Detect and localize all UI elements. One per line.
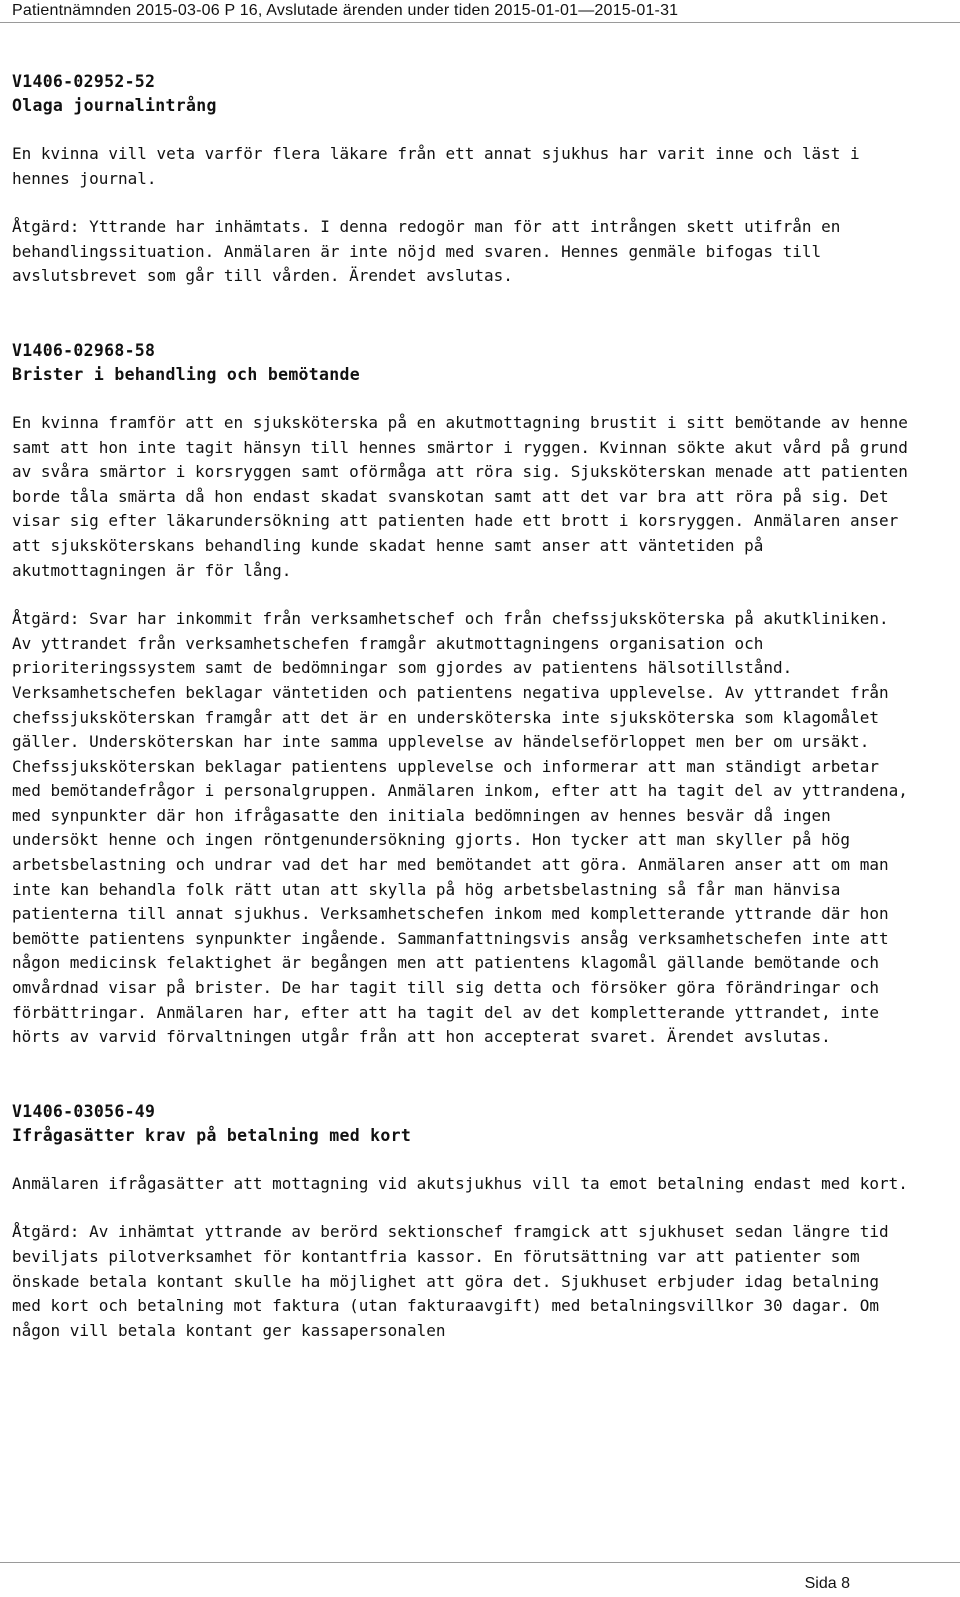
document-body — [12, 70, 912, 1393]
header-title: Patientnämnden 2015-03-06 P 16, Avslutade ärenden under tiden 2015-01-01—2015-01-31 — [12, 2, 679, 19]
case-description: Anmälaren ifrågasätter att mottagning vid akutsjukhus vill ta emot betalning endast med kort. — [12, 1173, 908, 1193]
case-description: En kvinna framför att en sjuksköterska på en akutmottagning brustit i sitt bemötande av henne samt att hon inte tagit hänsyn till hennes smärtor i ryggen. Kvinnan sökte akut vård på grund av svåra smärtor i korsryggen samt oförmåga att röra sig. Sjuksköterskan menade att patienten borde tåla smärta då hon endast skadat svanskotan samt att det var bra att röra på sig. Det visar sig efter läkarundersökning att patienten hade ett brott i korsryggen. Anmälaren anser att sjuksköterskans behandling kunde skadat henne samt anser att väntetiden på akutmottagningen är för lång. — [12, 412, 908, 580]
case-title: Brister i behandling och bemötande — [12, 364, 360, 384]
page-number: Sida 8 — [804, 1575, 850, 1592]
case-entry — [12, 70, 912, 289]
case-id: V1406-02952-52 — [12, 72, 156, 91]
footer-divider — [0, 1562, 960, 1563]
case-action: Åtgärd: Av inhämtat yttrande av berörd sektionschef framgick att sjukhuset sedan längre tid beviljats pilotverksamhet för kontantfria kassor. En förutsättning var att patienter som önskade betala kontant skulle ha möjlighet att göra det. Sjukhuset erbjuder idag betalning med kort och betalning mot faktura (utan fakturaavgift) med betalningsvillkor 30 dagar. Om någon vill betala kontant ger kassapersonalen — [12, 1222, 889, 1340]
case-entry — [12, 1100, 912, 1344]
case-entry — [12, 339, 912, 1050]
case-id: V1406-03056-49 — [12, 1101, 156, 1121]
case-action: Åtgärd: Yttrande har inhämtats. I denna redogör man för att intrången skett utifrån en behandlingssituation. Anmälaren är inte nöjd med svaren. Hennes genmäle bifogas till avslutsbrevet som går till vården. Ärendet avslutas. — [12, 217, 841, 286]
case-title: Olaga journalintrång — [12, 96, 217, 115]
case-id: V1406-02968-58 — [12, 340, 156, 360]
page-header — [0, 0, 960, 23]
case-title: Ifrågasätter krav på betalning med kort — [12, 1125, 412, 1145]
case-description: En kvinna vill veta varför flera läkare från ett annat sjukhus har varit inne och läst i hennes journal. — [12, 144, 860, 188]
case-action: Åtgärd: Svar har inkommit från verksamhetschef och från chefssjuksköterska på akutkliniken. Av yttrandet från verksamhetschefen framgår akutmottagningens organisation och prioriteringssystem samt de bedömningar som gjordes av patientens hälsotillstånd. Verksamhetschefen beklagar väntetiden och patientens negativa upplevelse. Av yttrandet från chefssjuksköterskan framgår att det är en undersköterska inte sjuksköterska som klagomålet gäller. Undersköterskan har inte samma upplevelse av händelseförloppet men ber om ursäkt. Chefssjuksköterskan beklagar patientens upplevelse och informerar att man ständigt arbetar med bemötandefrågor i personalgruppen. Anmälaren inkom, efter att ha tagit del av yttrandena, med synpunkter där hon ifrågasatte den initiala bedömningen av hennes besvär då ingen undersökt henne och ingen röntgenundersökning gjorts. Hon tycker att man skyller på hög arbetsbelastning och undrar vad det har med bemötandet att göra. Anmälaren anser att om man inte kan behandla folk rätt utan att skylla på hög arbetsbelastning så får man hänvisa patienterna till annat sjukhus. Verksamhetschefen inkom med kompletterande yttrande där hon bemötte patientens synpunkter ingående. Sammanfattningsvis ansåg verksamhetschefen inte att någon medicinsk felaktighet är begången men att patientens klagomål gällande bemötande och omvårdnad visar på brister. De har tagit till sig detta och försöker göra förändringar och förbättringar. Anmälaren har, efter att ha tagit del av det kompletterande yttrandet, inte hörts av varvid förvaltningen utgår från att hon accepterat svaret. Ärendet avslutas. — [12, 609, 908, 1047]
